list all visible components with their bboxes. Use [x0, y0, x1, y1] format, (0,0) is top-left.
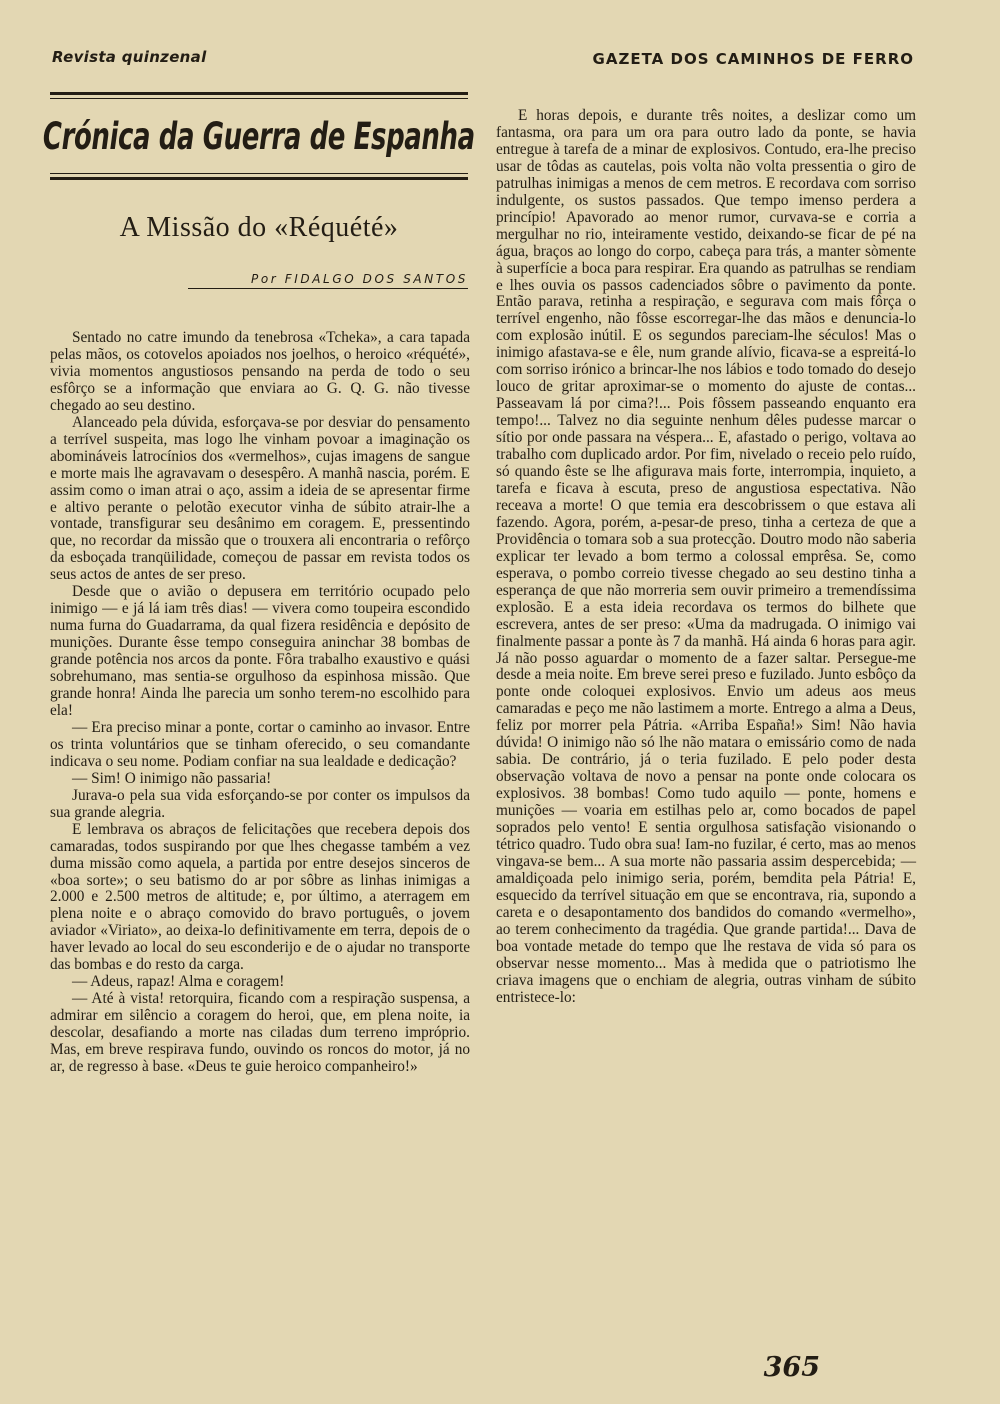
- right-column: [496, 108, 916, 1007]
- paragraph: Alanceado pela dúvida, esforçava-se por desviar do pensamento a terrível suspeita, mas logo lhe vinham povoar a imaginação os abomináveis latrocínios dos «vermelhos», cujas imagens de sangue e morte mais lhe agravavam o desespêro. A manhã nascia, porém. E assim como o iman atrai o aço, assim a ideia de se apresentar firme e altivo perante o pelotão executor vinha de súbito atrair-lhe a vontade, transfigurar seu desânimo em coragem. E, pressentindo que, no recordar da missão que o trouxera ali encontraria o refôrço da esboçada tranqüilidade, começou de passar em revista todos os seus actos de antes de ser preso.: [50, 413, 470, 584]
- paragraph: — Adeus, rapaz! Alma e coragem!: [72, 973, 285, 991]
- paragraph: — Sim! O inimigo não passaria!: [72, 769, 272, 787]
- left-column: [50, 330, 470, 1076]
- running-header-right: GAZETA DOS CAMINHOS DE FERRO: [592, 50, 914, 68]
- paragraph: E lembrava os abraços de felicitações que recebera depois dos camaradas, todos suspirando por que lhes chegasse também a vez duma missão como aquela, a partida por entre desejos sinceros de «boa sorte»; o seu batismo do ar por sôbre as linhas inimigas a 2.000 e 2.500 metros de altitude; e, por último, a aterragem em plena noite e o abraço comovido do bravo português, o jovem aviador «Viriato», ao deixa-lo definitivamente em terra, depois de o haver levado ao local do seu esconderijo e de o ajudar no transporte das bombas e do resto da carga.: [50, 820, 470, 974]
- paragraph: Desde que o avião o depusera em território ocupado pelo inimigo — e já lá iam três dias! — vivera como toupeira escondido numa furna do Guadarrama, da qual fizera residência e depósito de munições. Durante êsse tempo conseguira aninchar 38 bombas de grande potência nos arcos da ponte. Fôra trabalho exaustivo e quási sobrehumano, mas sentia-se orgulhoso da espinhosa missão. Que grande honra! Ainda lhe parecia um sonho terem-no escolhido para ela!: [50, 583, 470, 719]
- page-number: 365: [763, 1352, 820, 1383]
- paragraph: — Até à vista! retorquira, ficando com a respiração suspensa, a admirar em silêncio a coragem do heroi, que, em plena noite, ia descolar, desafiando a morte nas ciladas dum terreno impróprio. Mas, em breve respirava fundo, ouvindo os roncos do motor, já no ar, de regresso à base. «Deus te guie heroico companheiro!»: [50, 990, 470, 1075]
- title-rule-top: [50, 98, 468, 99]
- paragraph: E horas depois, e durante três noites, a deslizar como um fantasma, ora para um ora para outro lado da ponte, se havia entregue à tarefa de a minar de explosivos. Contudo, era-lhe preciso usar de tôdas as cautelas, pois volta não volta pressentia o giro de patrulhas inimigas a menos de cem metros. E recordava com sorriso indulgente, os sustos passados. Que tempo imenso perdera a princípio! Apavorado ao menor rumor, curvava-se e corria a mergulhar no rio, inteiramente vestido, deixando-se ficar de pé na água, braços ao longo do corpo, cabeça para trás, a manter sòmente à superfície a boca para respirar. Era quando as patrulhas se rendiam e lhes ouvia os passos cadenciados sôbre o pavimento da ponte. Então parava, retinha a respiração, e segurava com mais fôrça o terrível engenho, não fôsse escorregar-lhe das mãos e denuncia-lo com explosão inútil. E os segundos pareciam-lhe séculos! Mas o inimigo afastava-se e êle, num grande alívio, ficava-se a espreitá-lo com sorriso irónico a brincar-lhe nos lábios e todo tomado do desejo louco de gritar aproximar-se o momento do ajuste de contas... Passeavam lá por cima?!... Pois fôssem passeando enquanto era tempo!... Talvez no dia seguinte nenhum dêles pudesse marcar o sítio por onde passara na véspera... E, afastado o perigo, voltava ao trabalho com duplicado ardor. Por fim, nivelado o receio pelo ruído, só quando êste se lhe afigurava mais forte, interrompia, inquieto, a tarefa e ficava à escuta, preso de angustiosa espectativa. Não receava a morte! O que temia era descobrissem o que estava ali fazendo. Agora, porém, a-pesar-de preso, tinha a certeza de que a Providência o tomara sob a sua protecção. Doutro modo não saberia explicar ter levado a bom termo a colossal emprêsa. Se, como esperava, o pombo correio tivesse chegado ao seu destino tinha a esperança de que não morreria sem ouvir primeiro a tremendíssima explosão. E a esta ideia recordava os termos do bilhete que escrevera, antes de ser preso: «Uma da madrugada. O inimigo vai finalmente passar a ponte às 7 da manhã. Há ainda 6 horas para agir. Já não posso aguardar o momento de a fazer saltar. Persegue-me desde a meia noite. Em breve serei preso e fuzilado. Junto esbôço da ponte onde coloquei explosivos. Envio um adeus aos meus camaradas e peço me não lastimem a morte. Entrego a alma a Deus, feliz por morrer pela Pátria. «Arriba España!» Sim! Não havia dúvida! O inimigo não só lhe não matara o emissário como de nada sabia. De contrário, já o teria fuzilado. E pelo poder desta observação voltava de novo a pensar na ponte onde colocara os explosivos. 38 bombas! Como tudo aquilo — ponte, homens e munições — voaria em estilhas pelo ar, como bocados de papel soprados pelo vento! E sentia orgulhosa satisfação visionando o tétrico quadro. Tudo obra sua! Iam-no fuzilar, é certo, mas ao menos vingava-se bem... A sua morte não passaria assim despercebida; — amaldiçoada pelo inimigo seria, porém, bemdita pela Pátria! E, esquecido da terrível situação em que se encontrava, ria, supondo a careta e o desapontamento dos bandidos do comando «vermelho», ao terem conhecimento da tragédia. Que grande partida!... Dava de boa vontade metade do tempo que lhe restava de vida só para os observar nesse momento... Mas à medida que o patriotismo lhe criava imagens que o enchiam de alegria, outras vinham de súbito entristece-lo:: [496, 107, 916, 1006]
- section-title-box: [43, 92, 475, 180]
- paragraph: Jurava-o pela sua vida esforçando-se por conter os impulsos da sua grande alegria.: [50, 786, 470, 821]
- running-header-left: Revista quinzenal: [52, 48, 207, 66]
- byline: Por FIDALGO DOS SANTOS: [188, 272, 468, 289]
- section-title: Crónica da Guerra de Espanha: [43, 114, 475, 158]
- title-rule-bottom: [50, 173, 468, 174]
- paragraph: — Era preciso minar a ponte, cortar o caminho ao invasor. Entre os trinta voluntários que se tinham oferecido, o seu comandante indicava o seu nome. Podiam confiar na sua lealdade e dedicação?: [50, 718, 470, 770]
- paragraph: Sentado no catre imundo da tenebrosa «Tcheka», a cara tapada pelas mãos, os cotovelos apoiados nos joelhos, o heroico «réquété», vivia momentos angustiosos pensando na perda de todo o seu esfôrço se a informação que enviara ao G. Q. G. não tivesse chegado ao seu destino.: [50, 329, 470, 414]
- article-title: A Missão do «Réquété»: [119, 212, 399, 243]
